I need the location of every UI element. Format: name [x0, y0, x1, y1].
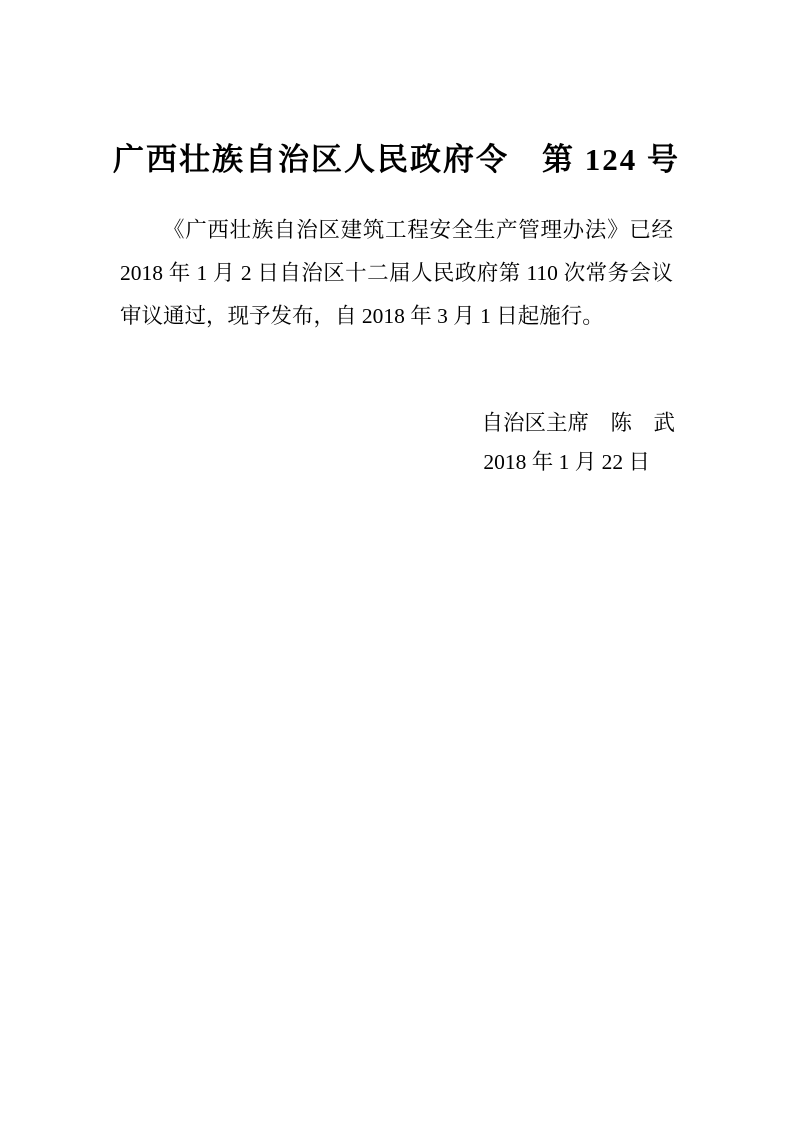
document-body [120, 209, 673, 338]
body-paragraph: 《广西壮族自治区建筑工程安全生产管理办法》已经 2018 年 1 月 2 日自治区十二届人民政府第 110 次常务会议审议通过，现予发布，自 2018 年 3 月 1 日起施行。 [120, 218, 673, 328]
signature-signer: 自治区主席 陈 武 [481, 411, 675, 435]
signature-date: 2018 年 1 月 22 日 [483, 450, 650, 474]
document-title: 广西壮族自治区人民政府令 第 124 号 [113, 142, 680, 177]
